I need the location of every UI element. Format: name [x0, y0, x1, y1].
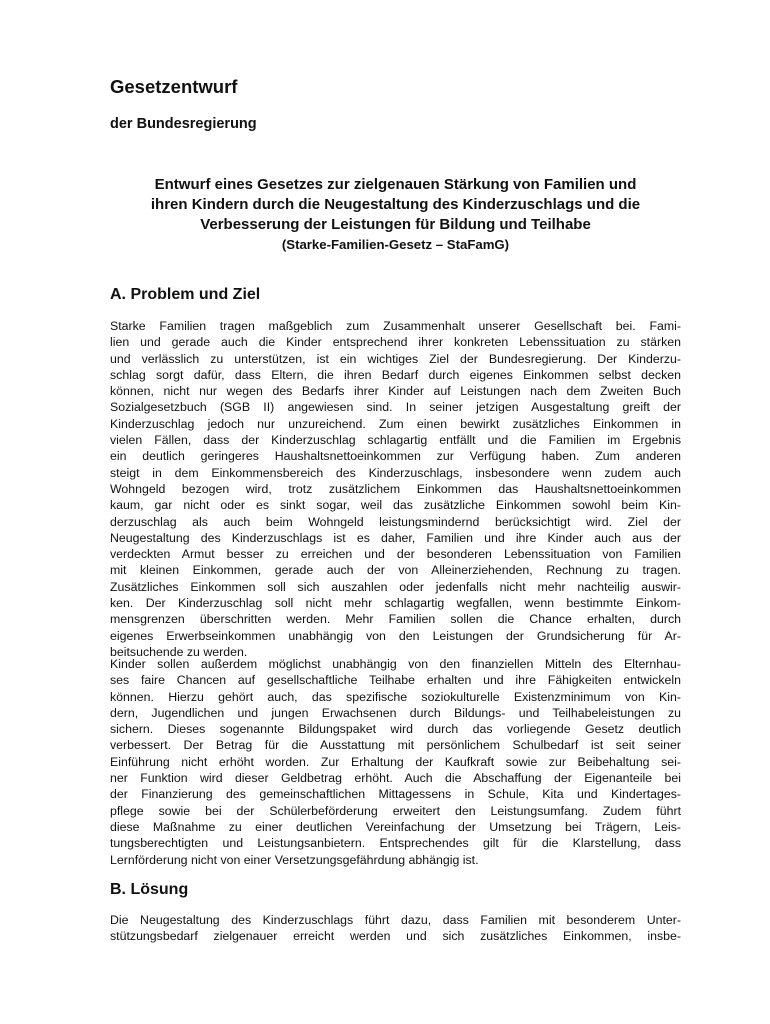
text-line: der Finanzierung des gemeinschaftlichen Mittagessens in Schule, Kita und Kindertages-	[110, 787, 681, 802]
text-line: stützungsbedarf zielgenauer erreicht werden und sich zusätzliches Einkommen, insbe-	[110, 929, 681, 944]
paragraph	[110, 912, 681, 945]
text-line: sichern. Dieses sogenannte Bildungspaket wird durch das vorliegende Gesetz deutlich	[110, 722, 681, 737]
law-title-line: ihren Kindern durch die Neugestaltung des Kinderzuschlags und die	[150, 196, 641, 213]
text-line: dern, Jugendlichen und jungen Erwachsenen durch Bildungs- und Teilhabeleistungen zu	[110, 705, 681, 720]
text-line: können, nicht nur wegen des Bedarfs ihrer Kinder auf Leistungen nach dem Zweiten Buch	[110, 384, 681, 399]
law-title	[110, 175, 681, 235]
text-line: pflege sowie bei der Schülerbeförderung erweitert den Leistungsumfang. Zudem führt	[110, 803, 681, 818]
document-subtitle: der Bundesregierung	[110, 116, 257, 132]
text-line: verdeckten Armut besser zu erreichen und der besonderen Lebenssituation von Familien	[110, 547, 681, 562]
text-line: mit kleinen Einkommen, gerade auch der von Alleinerziehenden, Rechnung zu tragen.	[110, 563, 681, 578]
text-line: ner Funktion wird dieser Geldbetrag erhöht. Auch die Abschaffung der Eigenanteile bei	[110, 771, 681, 786]
text-line: Lernförderung nicht von einer Versetzungsgefährdung abhängig ist.	[110, 852, 479, 867]
text-line: kaum, gar nicht oder es sinkt sogar, weil das zusätzliche Einkommen sowohl beim Kin-	[110, 498, 681, 513]
text-line: Einführung nicht erhöht worden. Zur Erhaltung der Kaufkraft sowie zur Beibehaltung sei-	[110, 754, 681, 769]
text-line: derzuschlag als auch beim Wohngeld leistungsmindernd berücksichtigt wird. Ziel der	[110, 514, 681, 529]
section-heading-loesung: B. Lösung	[110, 881, 189, 898]
paragraph	[110, 318, 681, 660]
text-line: schlag sorgt dafür, dass Eltern, die ihren Bedarf durch eigenes Einkommen selbst decken	[110, 367, 681, 382]
text-line: können. Hierzu gehört auch, das spezifische soziokulturelle Existenzminimum von Kin-	[110, 689, 681, 704]
text-line: steigt in dem Einkommensbereich des Kinderzuschlags, insbesondere wenn zudem auch	[110, 465, 681, 480]
text-line: tungsberechtigten und Leistungsanbietern. Entsprechendes gilt für die Klarstellung, dass	[110, 836, 681, 851]
text-line: vielen Fällen, dass der Kinderzuschlag schlagartig entfällt und die Familien im Ergebnis	[110, 433, 681, 448]
text-line: Kinderzuschlag jedoch nur unzureichend. Zum einen bewirkt zusätzliches Einkommen in	[110, 416, 681, 431]
text-line: Neugestaltung des Kinderzuschlags ist es daher, Familien und ihre Kinder auch aus der	[110, 530, 681, 545]
text-line: Starke Familien tragen maßgeblich zum Zusammenhalt unserer Gesellschaft bei. Fami-	[110, 319, 681, 333]
text-line: mensgrenzen überschritten werden. Mehr Familien sollen die Chance erhalten, durch	[110, 612, 681, 627]
text-line: Die Neugestaltung des Kinderzuschlags führt dazu, dass Familien mit besonderem Unter-	[110, 913, 681, 927]
section-heading-problem-und-ziel: A. Problem und Ziel	[110, 286, 261, 303]
text-line: beitsuchende zu werden.	[110, 644, 248, 659]
text-line: und verlässlich zu unterstützen, ist ein wichtiges Ziel der Bundesregierung. Der Kinderzu-	[110, 351, 681, 366]
text-line: Kinder sollen außerdem möglichst unabhängig von den finanziellen Mitteln des Elternhau-	[110, 657, 681, 671]
law-title-line: Verbesserung der Leistungen für Bildung und Teilhabe	[200, 216, 591, 233]
text-line: verbessert. Der Betrag für die Ausstattung mit persönlichem Schulbedarf ist seit seiner	[110, 738, 681, 753]
text-line: eigenes Erwerbseinkommen unabhängig von den Leistungen der Grundsicherung für Ar-	[110, 628, 681, 643]
text-line: ses faire Chancen auf gesellschaftliche Teilhabe erhalten und ihre Fähigkeiten entwickeln	[110, 673, 681, 688]
text-line: Wohngeld bezogen wird, trotz zusätzlichem Einkommen das Haushaltsnettoeinkommen	[110, 481, 681, 496]
text-line: lien und gerade auch die Kinder entsprechend ihrer konkreten Lebenssituation zu stärken	[110, 335, 681, 350]
text-line: Sozialgesetzbuch (SGB II) angewiesen sind. In seiner jetzigen Ausgestaltung greift der	[110, 400, 681, 415]
text-line: ein deutlich geringeres Haushaltsnettoeinkommen zur Verfügung haben. Zum anderen	[110, 449, 681, 464]
paragraph	[110, 656, 681, 868]
law-short-title: (Starke-Familien-Gesetz – StaFamG)	[281, 237, 510, 252]
text-line: ken. Der Kinderzuschlag soll nicht mehr schlagartig wegfallen, wenn bestimmte Einkom-	[110, 596, 681, 611]
law-title-line: Entwurf eines Gesetzes zur zielgenauen Stärkung von Familien und	[154, 176, 637, 193]
text-line: Zusätzliches Einkommen soll sich auszahlen oder jedenfalls nicht mehr nachteilig auswir-	[110, 579, 681, 594]
text-line: diese Maßnahme zu einer deutlichen Vereinfachung der Umsetzung bei Trägern, Leis-	[110, 819, 681, 834]
document-title: Gesetzentwurf	[110, 76, 238, 97]
